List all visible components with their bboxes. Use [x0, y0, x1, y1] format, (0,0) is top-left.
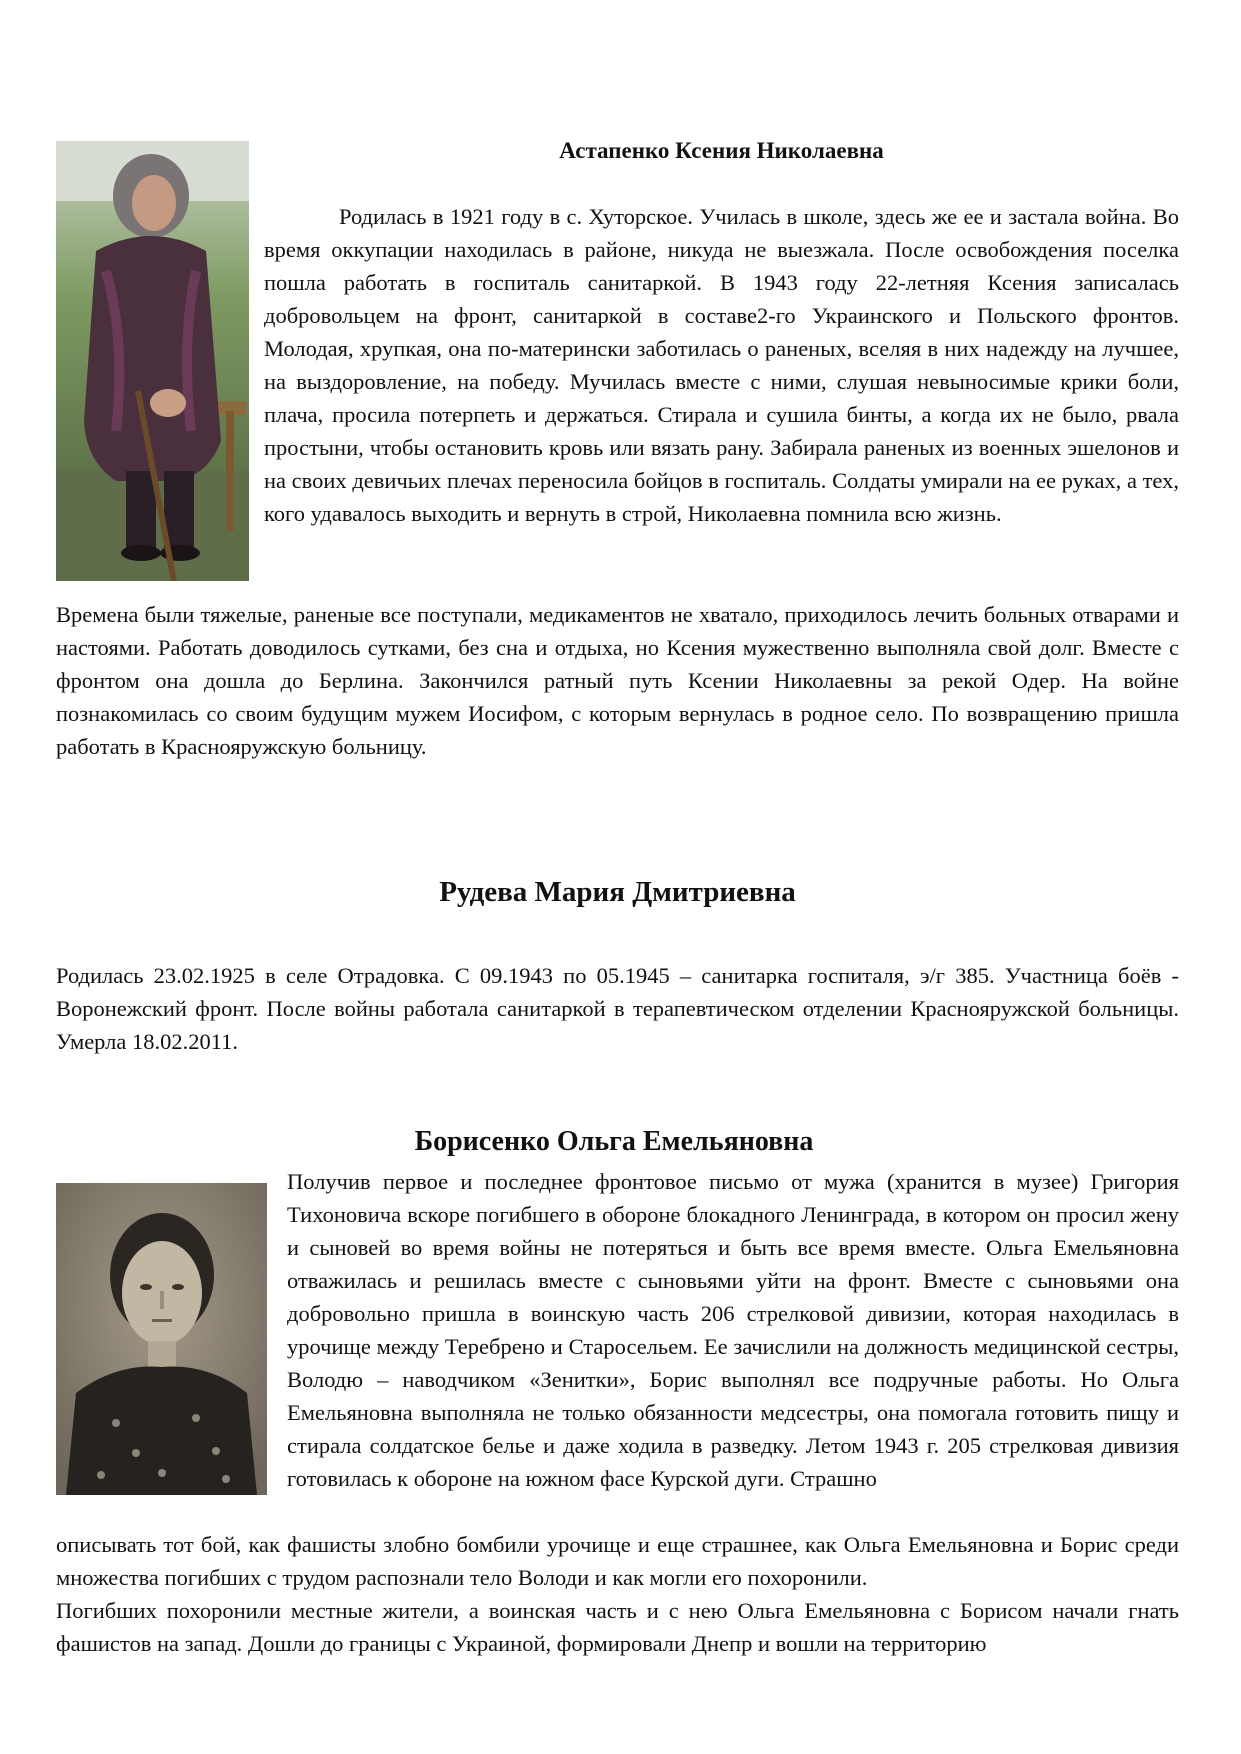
paragraph-astapenko-continuation: Времена были тяжелые, раненые все поступали, медикаментов не хватало, приходилось лечить больных отварами и настоями. Работать доводилось сутками, без сна и отдыха, но Ксения мужественно выполняла свой долг. Вместе с фронтом она дошла до Берлина. Закончился ратный путь Ксении Николаевны за рекой Одер. На войне познакомилась со своим будущим мужем Иосифом, с которым вернулась в родное село. По возвращению пришла работать в Краснояружскую больницу. — [56, 602, 1179, 759]
paragraph-borisenko-continuation2: Погибших похоронили местные жители, а воинская часть и с нею Ольга Емельяновна с Борисом начали гнать фашистов на запад. Дошли до границы с Украиной, формировали Днепр и вошли на территорию — [56, 1598, 1179, 1656]
woman-portrait-photo-icon — [56, 1183, 267, 1495]
heading-astapenko: Астапенко Ксения Николаевна — [559, 138, 884, 163]
paragraph-rudeva: Родилась 23.02.1925 в селе Отрадовка. С 09.1943 по 05.1945 – санитарка госпиталя, э/г 385. Участница боёв - Воронежский фронт. После войны работала санитаркой в терапевтическом отделении Краснояружской больницы. Умерла 18.02.2011. — [56, 963, 1179, 1054]
heading-borisenko: Борисенко Ольга Емельяновна — [414, 1126, 814, 1157]
heading-rudeva: Рудева Мария Дмитриевна — [439, 876, 796, 908]
portrait-photo-borisenko — [56, 1183, 267, 1495]
paragraph-borisenko-continuation: описывать тот бой, как фашисты злобно бомбили урочище и еще страшнее, как Ольга Емельяновна и Борис среди множества погибших с трудом распознали тело Володи и как могли его похоронили. — [56, 1532, 1179, 1590]
paragraph-borisenko-intro: Получив первое и последнее фронтовое письмо от мужа (хранится в музее) Григория Тихоновича вскоре погибшего в обороне блокадного Ленинграда, в котором он просил жену и сыновей во время войны не потеряться и быть все время вместе. Ольга Емельяновна отважилась и решилась вместе с сыновьями уйти на фронт. Вместе с сыновьями она добровольно пришла в воинскую часть 206 стрелковой дивизии, которая находилась в урочище между Теребрено и Старосельем. Ее зачислили на должность медицинской сестры, Володю – наводчиком «Зенитки», Борис выполнял все подручные работы. Но Ольга Емельяновна выполняла не только обязанности медсестры, она помогала готовить пищу и стирала солдатское белье и даже ходила в разведку. Летом 1943 г. 205 стрелковая дивизия готовилась к обороне на южном фасе Курской дуги. Страшно — [287, 1169, 1179, 1491]
portrait-photo-astapenko — [56, 141, 249, 581]
paragraph-astapenko-intro: Родилась в 1921 году в с. Хуторское. Училась в школе, здесь же ее и застала война. Во время оккупации находилась в районе, никуда не выезжала. После освобождения поселка пошла работать в госпиталь санитаркой. В 1943 году 22-летняя Ксения записалась добровольцем на фронт, санитаркой в составе2-го Украинского и Польского фронтов. Молодая, хрупкая, она по-матерински заботилась о раненых, вселяя в них надежду на лучшее, на выздоровление, на победу. Мучилась вместе с ними, слушая невыносимые крики боли, плача, просила потерпеть и держаться. Стирала и сушила бинты, а когда их не было, рвала простыни, чтобы остановить кровь или вязать рану. Забирала раненых из военных эшелонов и на своих девичьих плечах переносила бойцов в госпиталь. Солдаты умирали на ее руках, а тех, кого удавалось выходить и вернуть в строй, Николаевна помнила всю жизнь. — [264, 204, 1179, 526]
elderly-woman-photo-icon — [56, 141, 249, 581]
